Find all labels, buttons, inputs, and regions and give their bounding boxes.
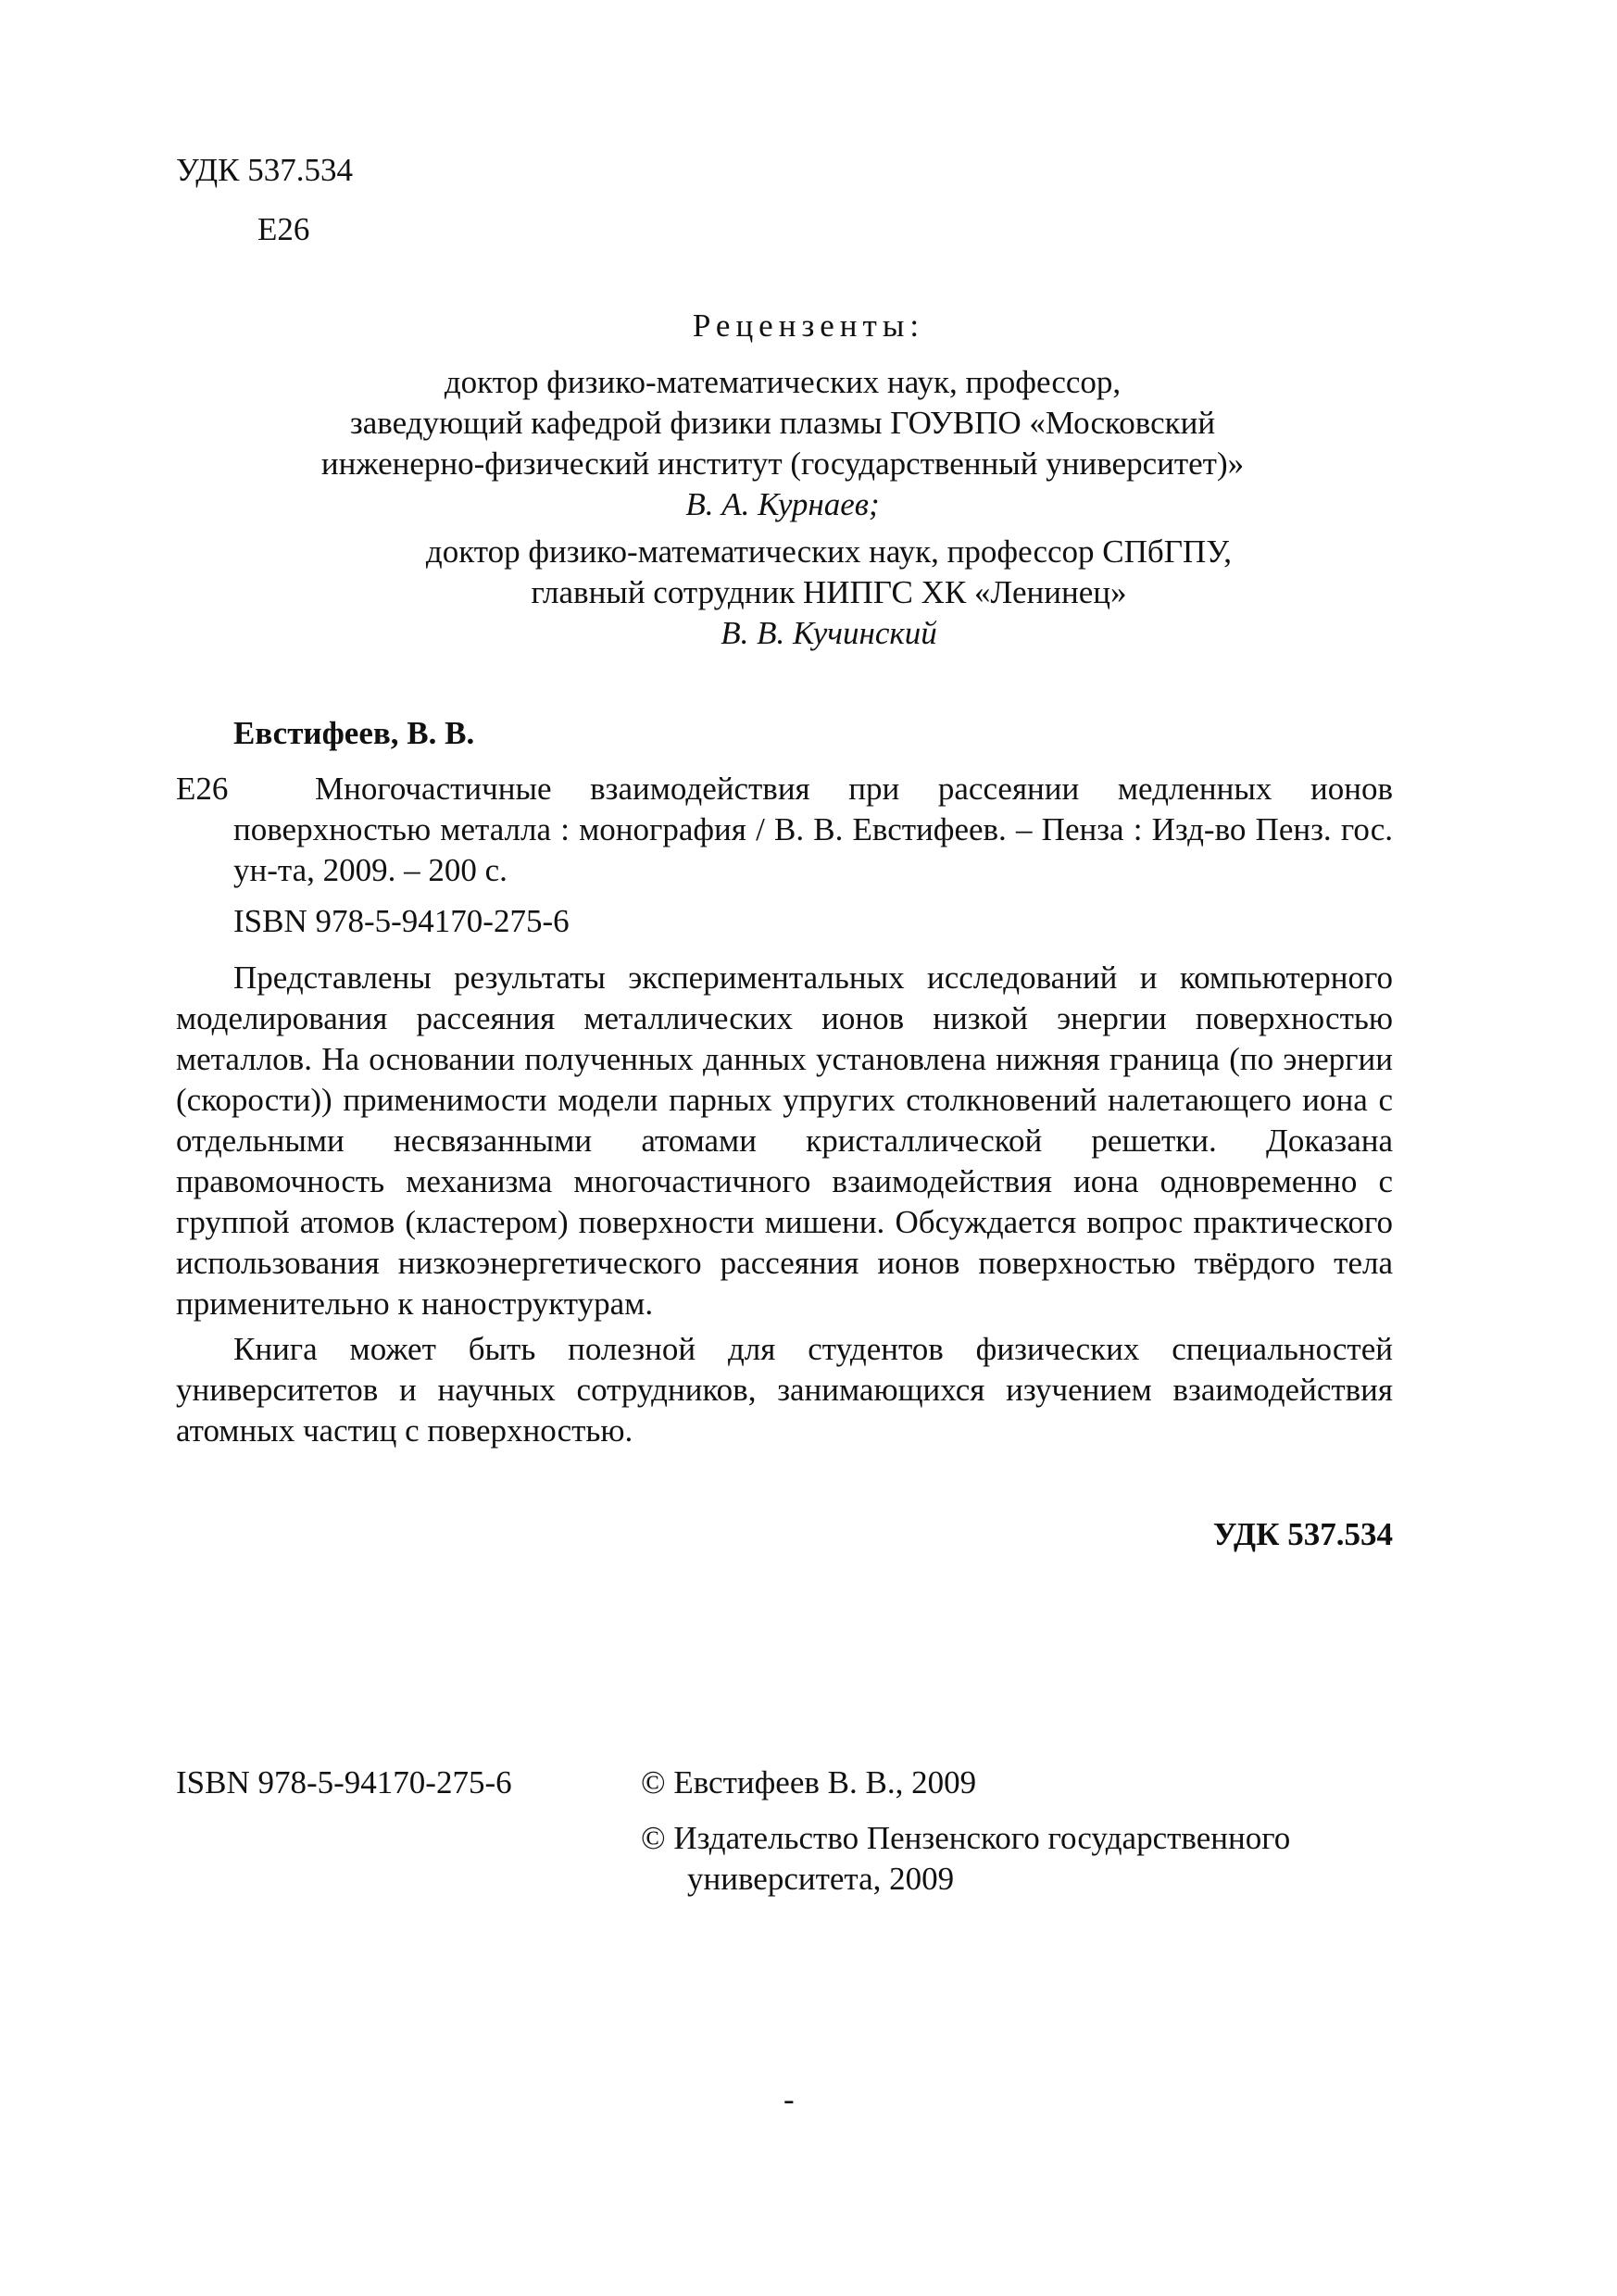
reviewer-2-line-1: доктор физико-математических наук, профессор СПбГПУ,: [425, 533, 1233, 570]
footer-isbn: ISBN 978-5-94170-275-6: [176, 1764, 512, 1800]
reviewer-1-line-3: инженерно-физический институт (государственный университет)»: [320, 445, 1245, 482]
bbk-code: Е26: [257, 211, 310, 247]
bibliography-code: Е26: [176, 771, 229, 807]
reviewer-1-line-1: доктор физико-математических наук, профессор,: [444, 364, 1122, 400]
abstract-paragraph-2: Книга может быть полезной для студентов физических специальностей университетов и научных сотрудников, занимающихся изучением взаимодействия атомных частиц с поверхностью.: [176, 1331, 1393, 1449]
page-mark: -: [783, 2081, 795, 2117]
reviewers-heading: Рецензенты:: [692, 307, 925, 344]
reviewer-1-line-2: заведующий кафедрой физики плазмы ГОУВПО «Московский: [349, 405, 1216, 441]
udk-header: УДК 537.534: [176, 152, 353, 188]
copyright-publisher: [641, 1818, 1290, 1900]
reviewer-2-name: В. В. Кучинский: [721, 615, 937, 651]
bibliography-isbn: ISBN 978-5-94170-275-6: [233, 903, 570, 939]
copyright-author: © Евстифеев В. В., 2009: [641, 1764, 977, 1800]
reviewer-1: [185, 362, 1380, 525]
author-heading: Евстифеев, В. В.: [233, 715, 475, 751]
udk-bold: УДК 537.534: [1212, 1516, 1393, 1552]
copyright-publisher-line-1: © Издательство Пензенского государственного: [641, 1820, 1291, 1856]
reviewer-1-name: В. А. Курнаев;: [685, 486, 880, 522]
copyright-publisher-line-2: университета, 2009: [687, 1861, 955, 1897]
bibliography-description: Многочастичные взаимодействия при рассеянии медленных ионов поверхностью металла : монография / В. В. Евстифеев. – Пенза : Изд-во Пенз. гос. ун-та, 2009. – 200 с.: [233, 771, 1393, 888]
reviewer-2-line-2: главный сотрудник НИПГС ХК «Ленинец»: [531, 574, 1127, 610]
abstract-paragraph-1: Представлены результаты экспериментальных исследований и компьютерного моделирования рассеяния металлических ионов низкой энергии поверхностью металлов. На основании полученных данных установлена нижняя граница (по энергии (скорости)) применимости модели парных упругих столкновений налетающего иона с отдельными несвязанными атомами кристаллической решетки. Доказана правомочность механизма многочастичного взаимодействия иона одновременно с группой атомов (кластером) поверхности мишени. Обсуждается вопрос практического использования низкоэнергетического рассеяния ионов поверхностью твёрдого тела применительно к наноструктурам.: [176, 960, 1393, 1322]
reviewer-2: [232, 532, 1426, 654]
